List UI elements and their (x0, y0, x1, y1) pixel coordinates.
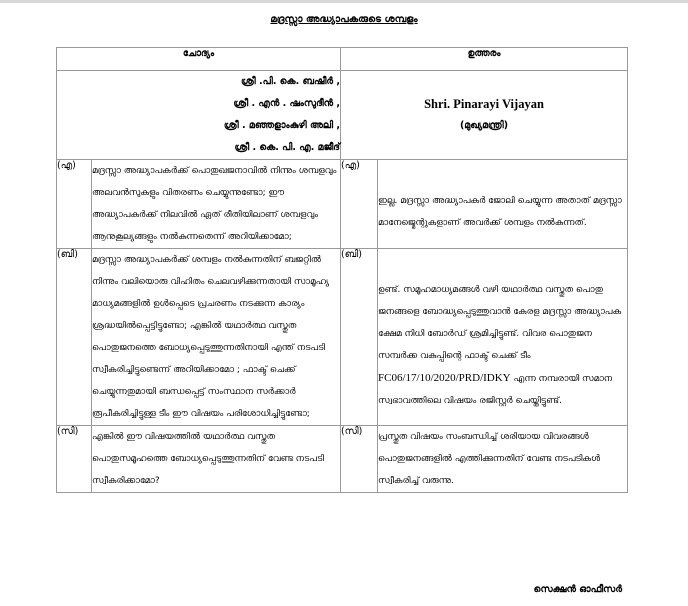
qa-row (57, 249, 628, 426)
answer-text (378, 160, 628, 249)
asker-name: ശ്രീ . എൻ . ഷംസുദീൻ , (233, 98, 340, 109)
question-text: മദ്രസ്സാ അദ്ധ്യാപകർക്ക് പൊതുഖജനാവിൽ നിന്നും ശമ്പളവും അലവൻസുകളും വിതരണം ചെയ്യുന്നുണ്ടോ; ഈ അദ്ധ്യാപകർക്ക് നിലവിൽ ഏത് രീതിയിലാണ് ശമ്പളവും ആനുകൂല്യങ്ങളും നൽകുന്നതെന്ന് അറിയിക്കാമോ; (92, 160, 341, 249)
answer-text (378, 249, 628, 426)
question-label: (എ) (57, 160, 92, 249)
answer-main: ഉണ്ട്. സമൂഹമാധ്യമങ്ങൾ വഴി യഥാർത്ഥ വസ്തുത പൊതു ജനങ്ങളെ ബോദ്ധ്യപ്പെടുത്തുവാൻ കേരള മദ്രസ്സാ അദ്ധ്യാപക ക്ഷേമ നിധി ബോർഡ് ശ്രമിച്ചിട്ടുണ്ട്. വിവര പൊതുജന സമ്പർക്ക വകുപ്പിന്റെ ഫാക്ട് ചെക്ക് ടീം (378, 285, 622, 361)
askers-cell (57, 71, 341, 160)
top-border (0, 0, 688, 3)
answer-label: (സി) (341, 426, 378, 493)
names-row (57, 71, 628, 160)
answer-label: (ബി) (341, 249, 378, 426)
question-text: എങ്കിൽ ഈ വിഷയത്തിൽ യഥാർത്ഥ വസ്തുത പൊതുസമൂഹത്തെ ബോധ്യപ്പെടുത്തുന്നതിന് വേണ്ട നടപടി സ്വീകരിക്കാമോ? (92, 426, 341, 493)
answer-label: (എ) (341, 160, 378, 249)
document-title: മദ്രസ്സാ അദ്ധ്യാപകരുടെ ശമ്പളം (270, 14, 418, 25)
answer-main: ഇല്ല. മദ്രസ്സാ അദ്ധ്യാപകർ ജോലി ചെയ്യുന്ന അതാത് മദ്രസ്സാ മാനേജ്മെന്റുകളാണ് അവർക്ക് ശമ്പളം നൽകുന്നത്. (378, 196, 622, 228)
fact-check-code: FC06/17/10/2020/PRD/IDKY (378, 372, 511, 384)
answer-header: ഉത്തരം (341, 48, 628, 71)
qa-row (57, 426, 628, 493)
asker-name: ശ്രീ . മഞ്ഞളാംകുഴി അലി , (223, 120, 340, 131)
qa-row (57, 160, 628, 249)
question-answer-table (56, 47, 628, 493)
question-label: (സി) (57, 426, 92, 493)
answer-text (378, 426, 628, 493)
asker-name: ശ്രീ .പി. കെ. ബഷീർ , (240, 76, 340, 87)
header-row (57, 48, 628, 71)
section-officer-signature: സെക്ഷൻ ഓഫീസർ (533, 584, 622, 595)
answerer-role: (മുഖ്യമന്ത്രി) (459, 120, 509, 131)
question-label: (ബി) (57, 249, 92, 426)
answer-main: പ്രസ്തുത വിഷയം സംബന്ധിച്ച് ശരിയായ വിവരങ്ങൾ പൊതുജനങ്ങളിൽ എത്തിക്കുന്നതിന് വേണ്ട നടപടികൾ സ്വീകരിച്ച് വരുന്നു. (378, 432, 601, 486)
answerer-name: Shri. Pinarayi Vijayan (424, 97, 544, 111)
answerer-cell (341, 71, 628, 160)
asker-name: ശ്രീ . കെ. പി. എ. മജീദ് (234, 142, 340, 153)
question-header: ചോദ്യം (57, 48, 341, 71)
question-text: മദ്രസ്സാ അദ്ധ്യാപകർക്ക് ശമ്പളം നൽകുന്നതിന് ബജറ്റിൽ നിന്നും വലിയൊരു വിഹിതം ചെലവഴിക്കുന്നതായി സാമൂഹ്യ മാധ്യമങ്ങളിൽ ഉൾപ്പെടെ പ്രചരണം നടക്കുന്ന കാര്യം ശ്രദ്ധയിൽപ്പെട്ടിട്ടുണ്ടോ; എങ്കിൽ യഥാർത്ഥ വസ്തുത പൊതുജനത്തെ ബോധ്യപ്പെടുത്തുന്നതിനായി എന്ത് നടപടി സ്വീകരിച്ചിട്ടുണ്ടെന്ന് അറിയിക്കാമോ ; ഫാക്ട് ചെക്ക് ചെയ്യുന്നതുമായി ബന്ധപ്പെട്ട് സംസ്ഥാന സർക്കാർ രൂപീകരിച്ചിട്ടുള്ള ടീം ഈ വിഷയം പരിശോധിച്ചിട്ടുണ്ടോ; (92, 249, 341, 426)
answer-end: എന്ന നമ്പരായി സമാന സ്വഭാവത്തിലെ വിഷയം രജിസ്റ്റർ ചെയ്തിട്ടുണ്ട്. (378, 374, 613, 406)
